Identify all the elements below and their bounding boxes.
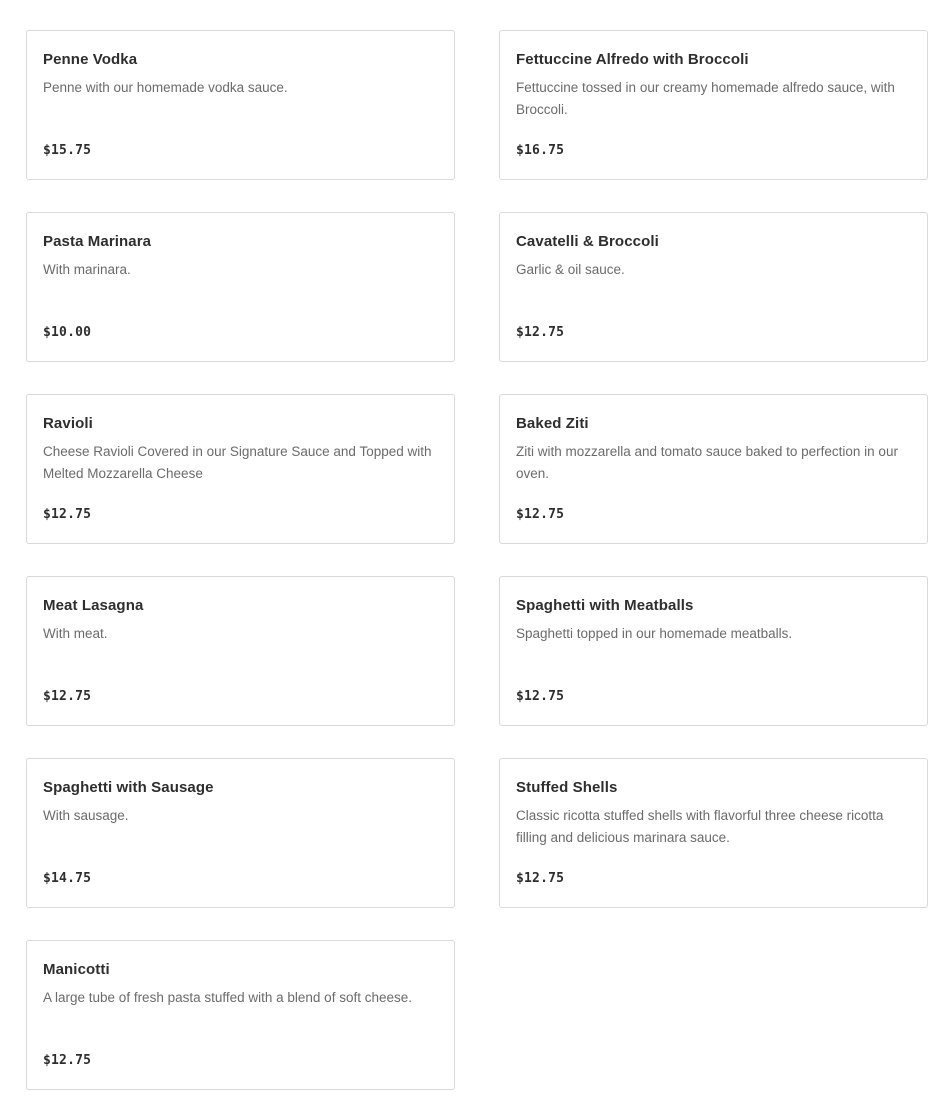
menu-item-price: $12.75 <box>516 689 565 704</box>
menu-item-card[interactable] <box>499 758 928 908</box>
menu-item-price: $15.75 <box>43 143 92 158</box>
menu-item-price: $12.75 <box>516 325 565 340</box>
menu-item-description: With marinara. <box>43 262 131 277</box>
menu-item-description: Fettuccine tossed in our creamy homemade alfredo sauce, with Broccoli. <box>516 80 895 117</box>
menu-item-card[interactable] <box>499 212 928 362</box>
menu-item-name: Pasta Marinara <box>43 233 152 250</box>
menu-item-price: $16.75 <box>516 143 565 158</box>
menu-item-price: $10.00 <box>43 325 92 340</box>
menu-items-grid <box>26 0 928 1090</box>
menu-item-card[interactable] <box>26 940 455 1090</box>
menu-item-name: Stuffed Shells <box>516 779 618 796</box>
menu-item-description: With meat. <box>43 626 108 641</box>
menu-item-card[interactable] <box>499 30 928 180</box>
menu-item-description: Ziti with mozzarella and tomato sauce baked to perfection in our oven. <box>516 444 898 481</box>
menu-item-card[interactable] <box>26 758 455 908</box>
menu-item-price: $12.75 <box>43 1053 92 1068</box>
menu-item-description: Penne with our homemade vodka sauce. <box>43 80 288 95</box>
menu-item-name: Ravioli <box>43 415 93 432</box>
menu-item-card[interactable] <box>499 394 928 544</box>
menu-item-description: Classic ricotta stuffed shells with flavorful three cheese ricotta filling and delicious marinara sauce. <box>516 808 884 845</box>
menu-item-description: A large tube of fresh pasta stuffed with a blend of soft cheese. <box>43 990 412 1005</box>
menu-item-card[interactable] <box>499 576 928 726</box>
menu-item-price: $12.75 <box>43 689 92 704</box>
menu-item-description: With sausage. <box>43 808 129 823</box>
menu-item-price: $12.75 <box>43 507 92 522</box>
menu-item-card[interactable] <box>26 30 455 180</box>
menu-item-name: Manicotti <box>43 961 110 978</box>
menu-item-description: Garlic & oil sauce. <box>516 262 625 277</box>
menu-item-name: Fettuccine Alfredo with Broccoli <box>516 51 749 68</box>
menu-item-name: Meat Lasagna <box>43 597 144 614</box>
menu-item-name: Cavatelli & Broccoli <box>516 233 659 250</box>
menu-item-name: Baked Ziti <box>516 415 589 432</box>
menu-item-card[interactable] <box>26 576 455 726</box>
menu-item-description: Spaghetti topped in our homemade meatballs. <box>516 626 793 641</box>
menu-item-price: $14.75 <box>43 871 92 886</box>
menu-item-name: Penne Vodka <box>43 51 138 68</box>
menu-item-price: $12.75 <box>516 507 565 522</box>
menu-item-name: Spaghetti with Sausage <box>43 779 214 796</box>
menu-item-card[interactable] <box>26 212 455 362</box>
menu-item-card[interactable] <box>26 394 455 544</box>
menu-item-price: $12.75 <box>516 871 565 886</box>
menu-item-description: Cheese Ravioli Covered in our Signature Sauce and Topped with Melted Mozzarella Cheese <box>43 444 432 481</box>
menu-item-name: Spaghetti with Meatballs <box>516 597 694 614</box>
